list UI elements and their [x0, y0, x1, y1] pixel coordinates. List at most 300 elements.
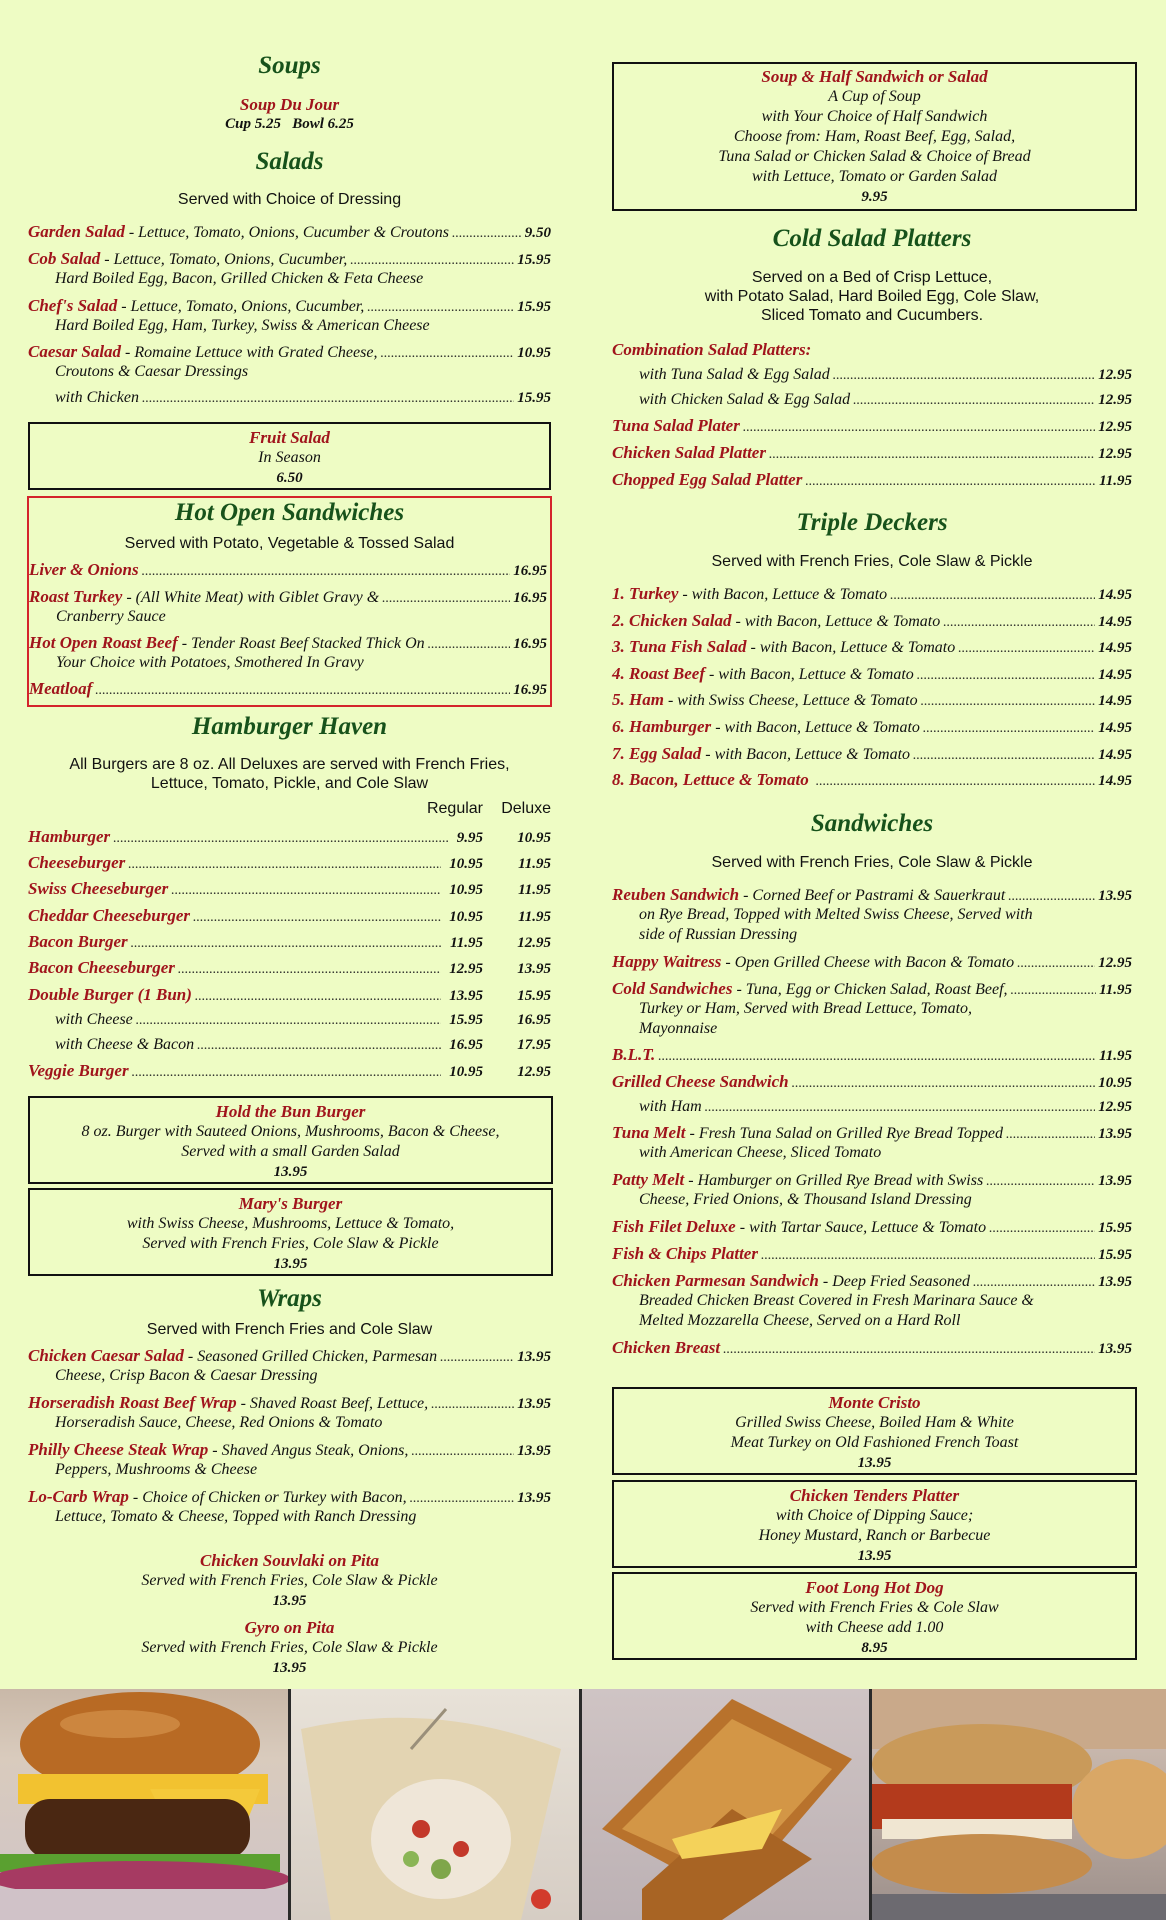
dot-leader	[833, 368, 1096, 384]
item-desc: - Lettuce, Tomato, Onions, Cucumber,	[104, 251, 348, 268]
deluxe-price: 12.95	[517, 935, 551, 951]
dot-leader	[113, 831, 449, 847]
deluxe-price: 13.95	[517, 961, 551, 977]
box-title: Hold the Bun Burger	[215, 1102, 366, 1121]
item-name: Swiss Cheeseburger	[28, 879, 169, 898]
box-line: with Choice of Dipping Sauce;	[775, 1507, 974, 1524]
item-name: Chicken Salad Platter	[612, 443, 766, 462]
menu-item	[612, 952, 1132, 972]
fruit-salad-box	[28, 422, 551, 490]
photo-strip	[0, 1689, 1166, 1920]
item-desc-cont: Lettuce, Tomato & Cheese, Topped with Ranch Dressing	[55, 1508, 417, 1525]
item-desc-cont: Breaded Chicken Breast Covered in Fresh Marinara Sauce &	[639, 1292, 1034, 1309]
menu-item	[28, 985, 551, 1005]
combo-label-text: Combination Salad Platters:	[612, 340, 812, 359]
item-price: 16.95	[513, 636, 547, 652]
box-line: Tuna Salad or Chicken Salad & Choice of Bread	[718, 148, 1031, 165]
hot-open-subtitle: Served with Potato, Vegetable & Tossed Salad	[124, 535, 455, 552]
dot-leader	[440, 1350, 514, 1366]
item-name: Chicken Parmesan Sandwich	[612, 1271, 819, 1290]
menu-item	[612, 717, 1132, 737]
menu-item	[28, 1346, 551, 1386]
item-name: Fish Filet Deluxe	[612, 1217, 736, 1236]
item-name: Bacon Burger	[28, 932, 128, 951]
box-price: 13.95	[857, 1455, 892, 1471]
menu-item	[612, 885, 1132, 945]
dot-leader	[410, 1491, 515, 1507]
souvlaki-line: Served with French Fries, Cole Slaw & Pickle	[141, 1572, 438, 1589]
item-price: 16.95	[513, 682, 547, 698]
box-price: 13.95	[273, 1256, 308, 1272]
item-name: Lo-Carb Wrap	[28, 1487, 129, 1506]
item-name: Philly Cheese Steak Wrap	[28, 1440, 209, 1459]
item-desc-cont: Cheese, Crisp Bacon & Caesar Dressing	[55, 1367, 318, 1384]
menu-item	[28, 1440, 551, 1480]
menu-item	[612, 443, 1132, 463]
item-price: 13.95	[1098, 888, 1132, 904]
regular-price: 15.95	[449, 1012, 483, 1028]
box-line: 8 oz. Burger with Sauteed Onions, Mushrooms, Bacon & Cheese,	[81, 1123, 500, 1140]
item-price: 12.95	[1098, 446, 1132, 462]
cold-platters-subtitle-1: Served on a Bed of Crisp Lettuce,	[751, 269, 993, 286]
item-desc: - Deep Fried Seasoned	[822, 1273, 970, 1290]
item-price: 13.95	[517, 1349, 551, 1365]
dot-leader	[411, 1444, 514, 1460]
dot-leader	[128, 857, 441, 873]
dot-leader	[197, 1038, 441, 1054]
item-desc-cont: Melted Mozzarella Cheese, Served on a Hard Roll	[639, 1312, 961, 1329]
menu-item	[28, 342, 551, 382]
menu-item	[28, 827, 551, 847]
item-desc: - Tuna, Egg or Chicken Salad, Roast Beef,	[736, 981, 1008, 998]
menu-item	[29, 633, 547, 673]
chicken-tenders-box	[612, 1480, 1137, 1568]
item-name: Double Burger (1 Bun)	[28, 985, 192, 1004]
item-name: Chicken Caesar Salad	[28, 1346, 184, 1365]
menu-item	[612, 664, 1132, 684]
menu-item	[612, 1045, 1132, 1065]
item-desc-cont: Cheese, Fried Onions, & Thousand Island Dressing	[639, 1191, 972, 1208]
dot-leader	[171, 883, 441, 899]
hamburger-column-headers	[413, 800, 551, 818]
box-title: Monte Cristo	[828, 1393, 921, 1412]
item-price: 15.95	[1098, 1247, 1132, 1263]
regular-price: 12.95	[449, 961, 483, 977]
item-name: with Cheese	[55, 1011, 133, 1028]
deluxe-price: 17.95	[517, 1037, 551, 1053]
hot-open-heading: Hot Open Sandwiches	[174, 499, 405, 526]
dot-leader	[382, 591, 510, 607]
deluxe-price: 11.95	[518, 856, 551, 872]
item-price: 14.95	[1098, 587, 1132, 603]
item-price: 14.95	[1098, 614, 1132, 630]
menu-item	[612, 637, 1132, 657]
item-desc: with Ham	[639, 1098, 702, 1115]
dot-leader	[380, 346, 514, 362]
item-price: 14.95	[1098, 720, 1132, 736]
dot-leader	[1017, 956, 1095, 972]
monte-cristo-box	[612, 1387, 1137, 1475]
menu-item	[612, 584, 1132, 604]
menu-item	[28, 1487, 551, 1527]
dot-leader	[367, 300, 514, 316]
box-title: Fruit Salad	[249, 428, 330, 447]
dot-leader	[193, 910, 441, 926]
item-desc: - with Bacon, Lettuce & Tomato	[682, 586, 888, 603]
box-line: A Cup of Soup	[828, 88, 921, 105]
item-name: 4. Roast Beef	[612, 664, 706, 683]
menu-item	[612, 470, 1132, 490]
dot-leader	[923, 721, 1095, 737]
box-line: with Lettuce, Tomato or Garden Salad	[751, 168, 998, 185]
regular-price: 9.95	[456, 830, 483, 846]
item-desc: - Shaved Angus Steak, Onions,	[212, 1442, 409, 1459]
item-name: Fish & Chips Platter	[612, 1244, 758, 1263]
menu-item	[28, 222, 551, 242]
box-line: Choose from: Ham, Roast Beef, Egg, Salad,	[733, 128, 1016, 145]
item-name: 8. Bacon, Lettuce & Tomato	[612, 770, 809, 789]
dot-leader	[705, 1100, 1096, 1116]
dot-leader	[132, 1065, 442, 1081]
item-name: Veggie Burger	[28, 1061, 129, 1080]
cold-platters-heading: Cold Salad Platters	[772, 225, 972, 252]
gyro-line: Served with French Fries, Cole Slaw & Pickle	[141, 1639, 438, 1656]
box-line: Served with French Fries & Cole Slaw	[750, 1599, 999, 1616]
hold-the-bun-box	[28, 1096, 553, 1184]
triple-deckers-subtitle: Served with French Fries, Cole Slaw & Pickle	[711, 553, 1033, 570]
item-name: Happy Waitress	[612, 952, 722, 971]
hamburger-subtitle-1: All Burgers are 8 oz. All Deluxes are served with French Fries,	[69, 756, 510, 773]
item-desc: - with Bacon, Lettuce & Tomato	[735, 613, 941, 630]
menu-item	[28, 249, 551, 289]
item-desc-cont: Cranberry Sauce	[56, 608, 166, 625]
item-price: 12.95	[1098, 419, 1132, 435]
box-title: Foot Long Hot Dog	[805, 1578, 944, 1597]
menu-item	[612, 979, 1132, 1039]
item-price: 12.95	[1098, 955, 1132, 971]
item-price: 11.95	[1099, 473, 1132, 489]
menu-item	[28, 1393, 551, 1433]
regular-price: 10.95	[449, 856, 483, 872]
dot-leader	[178, 962, 441, 978]
item-desc-cont: side of Russian Dressing	[639, 926, 798, 943]
gyro-price: 13.95	[272, 1660, 307, 1676]
item-desc-cont: Horseradish Sauce, Cheese, Red Onions & Tomato	[55, 1414, 383, 1431]
cheeseburger-photo	[0, 1689, 288, 1920]
item-price: 12.95	[1098, 367, 1132, 383]
deluxe-price: 11.95	[518, 909, 551, 925]
souvlaki-price: 13.95	[272, 1593, 307, 1609]
menu-subitem	[28, 1036, 551, 1054]
item-price: 14.95	[1098, 747, 1132, 763]
box-line: Honey Mustard, Ranch or Barbecue	[758, 1527, 991, 1544]
dot-leader	[986, 1174, 1095, 1190]
menu-item	[612, 1338, 1132, 1358]
dot-leader	[853, 393, 1095, 409]
item-name: Grilled Cheese Sandwich	[612, 1072, 789, 1091]
deluxe-header: Deluxe	[501, 800, 551, 817]
item-price: 13.95	[1098, 1126, 1132, 1142]
wraps-subtitle: Served with French Fries and Cole Slaw	[146, 1321, 433, 1338]
menu-item	[612, 1170, 1132, 1210]
hot-dog-box	[612, 1572, 1137, 1660]
dot-leader	[958, 641, 1095, 657]
item-name: Horseradish Roast Beef Wrap	[28, 1393, 237, 1412]
dot-leader	[428, 637, 511, 653]
dot-leader	[95, 683, 510, 699]
item-desc: - Lettuce, Tomato, Onions, Cucumber,	[121, 298, 365, 315]
item-name: Chef's Salad	[28, 296, 118, 315]
item-name: 7. Egg Salad	[612, 744, 702, 763]
menu-item	[29, 679, 547, 699]
dot-leader	[131, 936, 442, 952]
soup-du-jour	[28, 95, 551, 134]
dot-leader	[723, 1342, 1095, 1358]
deluxe-price: 11.95	[518, 882, 551, 898]
salads-subtitle: Served with Choice of Dressing	[177, 191, 402, 208]
dot-leader	[350, 253, 514, 269]
item-price: 11.95	[1099, 1048, 1132, 1064]
cold-platters-subtitle-3: Sliced Tomato and Cucumbers.	[760, 307, 984, 324]
dot-leader	[136, 1013, 441, 1029]
box-price: 13.95	[273, 1164, 308, 1180]
item-desc-cont: Croutons & Caesar Dressings	[55, 363, 249, 380]
dot-leader	[890, 588, 1095, 604]
dot-leader	[973, 1275, 1095, 1291]
box-line: with Cheese add 1.00	[805, 1619, 944, 1636]
item-desc: - Choice of Chicken or Turkey with Bacon,	[132, 1489, 407, 1506]
item-price: 13.95	[1098, 1341, 1132, 1357]
box-price: 6.50	[276, 470, 303, 486]
gyro-title: Gyro on Pita	[244, 1618, 335, 1637]
item-desc: - Corned Beef or Pastrami & Sauerkraut	[743, 887, 1006, 904]
menu-item	[28, 1061, 551, 1081]
item-name: with Cheese & Bacon	[55, 1036, 195, 1053]
sandwiches-heading: Sandwiches	[810, 810, 934, 837]
regular-price: 13.95	[449, 988, 483, 1004]
regular-price: 10.95	[449, 882, 483, 898]
regular-price: 16.95	[449, 1037, 483, 1053]
menu-subitem	[612, 1098, 1132, 1116]
item-desc: - with Bacon, Lettuce & Tomato	[705, 746, 911, 763]
marys-burger-box	[28, 1188, 553, 1276]
item-name: Bacon Cheeseburger	[28, 958, 175, 977]
item-desc: - Tender Roast Beef Stacked Thick On	[181, 635, 425, 652]
menu-item	[28, 958, 551, 978]
cold-platters-subtitle-2: with Potato Salad, Hard Boiled Egg, Cole Slaw,	[704, 288, 1040, 305]
box-line: with Swiss Cheese, Mushrooms, Lettuce & Tomato,	[126, 1215, 455, 1232]
item-price: 14.95	[1098, 773, 1132, 789]
item-name: Chicken Breast	[612, 1338, 721, 1357]
box-price: 13.95	[857, 1548, 892, 1564]
item-price: 16.95	[513, 590, 547, 606]
dot-leader	[195, 989, 441, 1005]
item-name: Meatloaf	[29, 679, 93, 698]
menu-item	[612, 1072, 1132, 1092]
menu-item	[28, 296, 551, 336]
salads-heading: Salads	[255, 148, 324, 175]
menu-item	[612, 770, 1132, 790]
item-desc: - Fresh Tuna Salad on Grilled Rye Bread Topped	[689, 1125, 1003, 1142]
item-price: 13.95	[517, 1443, 551, 1459]
box-line: Grilled Swiss Cheese, Boiled Ham & White	[735, 1414, 1014, 1431]
item-desc: - Open Grilled Cheese with Bacon & Tomato	[725, 954, 1015, 971]
dot-leader	[917, 668, 1095, 684]
combo-label	[612, 340, 1132, 360]
item-price: 11.95	[1099, 982, 1132, 998]
item-desc: - Romaine Lettuce with Grated Cheese,	[125, 344, 378, 361]
menu-item	[28, 853, 551, 873]
grilled-cheese-photo	[579, 1689, 870, 1920]
menu-item	[612, 416, 1132, 436]
item-price: 13.95	[1098, 1274, 1132, 1290]
menu-item	[28, 879, 551, 899]
menu-item	[612, 1123, 1132, 1163]
item-price: 12.95	[1098, 392, 1132, 408]
item-price: 14.95	[1098, 693, 1132, 709]
sandwich-photo	[869, 1689, 1166, 1920]
wraps-heading: Wraps	[257, 1285, 322, 1312]
item-price: 15.95	[517, 390, 551, 406]
item-name: 6. Hamburger	[612, 717, 712, 736]
item-price: 15.95	[517, 252, 551, 268]
item-desc-cont: Turkey or Ham, Served with Bread Lettuce, Tomato,	[639, 1000, 973, 1017]
item-desc: - (All White Meat) with Giblet Gravy &	[126, 589, 380, 606]
item-desc: - with Bacon, Lettuce & Tomato	[750, 639, 956, 656]
item-name: Cheddar Cheeseburger	[28, 906, 190, 925]
item-name: Hot Open Roast Beef	[29, 633, 178, 652]
item-desc-cont: Hard Boiled Egg, Ham, Turkey, Swiss & American Cheese	[55, 317, 430, 334]
menu-item	[612, 1217, 1132, 1237]
item-desc: - with Bacon, Lettuce & Tomato	[709, 666, 914, 683]
item-price: 15.95	[517, 299, 551, 315]
item-desc: - with Bacon, Lettuce & Tomato	[715, 719, 920, 736]
item-name: 2. Chicken Salad	[612, 611, 732, 630]
dot-leader	[943, 615, 1095, 631]
box-line: with Your Choice of Half Sandwich	[761, 108, 988, 125]
dot-leader	[743, 420, 1095, 436]
dot-leader	[1008, 889, 1095, 905]
item-price: 10.95	[517, 345, 551, 361]
dot-leader	[913, 748, 1095, 764]
box-title: Soup & Half Sandwich or Salad	[761, 67, 988, 86]
item-price: 13.95	[517, 1490, 551, 1506]
dot-leader	[921, 694, 1096, 710]
item-name: Hamburger	[28, 827, 111, 846]
item-desc-cont: on Rye Bread, Topped with Melted Swiss Cheese, Served with	[639, 906, 1033, 923]
menu-item	[612, 690, 1132, 710]
item-name: Reuben Sandwich	[612, 885, 740, 904]
soup-prices: Cup 5.25 Bowl 6.25	[225, 116, 354, 132]
item-price: 9.50	[524, 225, 551, 241]
item-name: 3. Tuna Fish Salad	[612, 637, 747, 656]
dot-leader	[761, 1248, 1095, 1264]
wrap-photo	[288, 1689, 579, 1920]
item-name: Tuna Salad Plater	[612, 416, 740, 435]
item-desc: - Shaved Roast Beef, Lettuce,	[240, 1395, 429, 1412]
item-price: 13.95	[517, 1396, 551, 1412]
item-desc-cont: Peppers, Mushrooms & Cheese	[55, 1461, 258, 1478]
regular-price: 10.95	[449, 909, 483, 925]
item-desc: - with Swiss Cheese, Lettuce & Tomato	[667, 692, 918, 709]
item-name: Cold Sandwiches	[612, 979, 733, 998]
item-name: Tuna Melt	[612, 1123, 686, 1142]
deluxe-price: 16.95	[517, 1012, 551, 1028]
menu-item	[28, 906, 551, 926]
regular-price: 10.95	[449, 1064, 483, 1080]
box-price: 9.95	[861, 189, 888, 205]
dot-leader	[142, 391, 514, 407]
box-line: Meat Turkey on Old Fashioned French Toast	[730, 1434, 1019, 1451]
item-desc-cont: Hard Boiled Egg, Bacon, Grilled Chicken & Feta Cheese	[55, 270, 424, 287]
item-price: 14.95	[1098, 640, 1132, 656]
dot-leader	[805, 474, 1096, 490]
item-desc-cont: with American Cheese, Sliced Tomato	[639, 1144, 882, 1161]
item-name: Chopped Egg Salad Platter	[612, 470, 803, 489]
item-price: 14.95	[1098, 667, 1132, 683]
dot-leader	[1006, 1127, 1095, 1143]
item-name: 5. Ham	[612, 690, 664, 709]
menu-subitem	[28, 1011, 551, 1029]
dot-leader	[658, 1049, 1096, 1065]
box-line: Served with French Fries, Cole Slaw & Pickle	[142, 1235, 439, 1252]
item-name: 1. Turkey	[612, 584, 679, 603]
dot-leader	[769, 447, 1095, 463]
item-name: Cob Salad	[28, 249, 101, 268]
hamburger-subtitle-2: Lettuce, Tomato, Pickle, and Cole Slaw	[150, 775, 429, 792]
menu-subitem	[28, 389, 551, 407]
deluxe-price: 12.95	[517, 1064, 551, 1080]
item-price: 12.95	[1098, 1099, 1132, 1115]
menu-item	[612, 1244, 1132, 1264]
item-price: 10.95	[1098, 1075, 1132, 1091]
dot-leader	[792, 1076, 1096, 1092]
item-desc: - Seasoned Grilled Chicken, Parmesan	[187, 1348, 438, 1365]
dot-leader	[989, 1221, 1095, 1237]
dot-leader	[816, 774, 1095, 790]
item-name: B.L.T.	[612, 1045, 656, 1064]
item-name: Roast Turkey	[29, 587, 123, 606]
item-desc: - with Tartar Sauce, Lettuce & Tomato	[739, 1219, 987, 1236]
menu-subitem	[612, 366, 1132, 384]
item-name: Caesar Salad	[28, 342, 122, 361]
item-desc: with Chicken	[55, 389, 139, 406]
soup-du-jour-name: Soup Du Jour	[239, 95, 340, 114]
box-price: 8.95	[861, 1640, 888, 1656]
souvlaki-title: Chicken Souvlaki on Pita	[200, 1551, 379, 1570]
hamburger-heading: Hamburger Haven	[191, 713, 388, 740]
item-name: Cheeseburger	[28, 853, 126, 872]
regular-header: Regular	[426, 800, 483, 817]
item-price: 16.95	[513, 563, 547, 579]
soup-half-sandwich-box	[612, 62, 1137, 211]
item-name: Patty Melt	[612, 1170, 685, 1189]
dot-leader	[142, 564, 511, 580]
item-desc: - Lettuce, Tomato, Onions, Cucumber & Croutons	[128, 224, 449, 241]
souvlaki-block	[28, 1551, 551, 1611]
soups-heading: Soups	[258, 52, 321, 79]
gyro-block	[28, 1618, 551, 1678]
box-line: In Season	[258, 449, 321, 466]
item-desc: with Tuna Salad & Egg Salad	[639, 366, 830, 383]
item-desc-cont: Your Choice with Potatoes, Smothered In Gravy	[56, 654, 364, 671]
deluxe-price: 15.95	[517, 988, 551, 1004]
dot-leader	[452, 226, 522, 242]
box-title: Mary's Burger	[238, 1194, 343, 1213]
menu-item	[29, 587, 547, 627]
item-name: Garden Salad	[28, 222, 125, 241]
menu-subitem	[612, 391, 1132, 409]
